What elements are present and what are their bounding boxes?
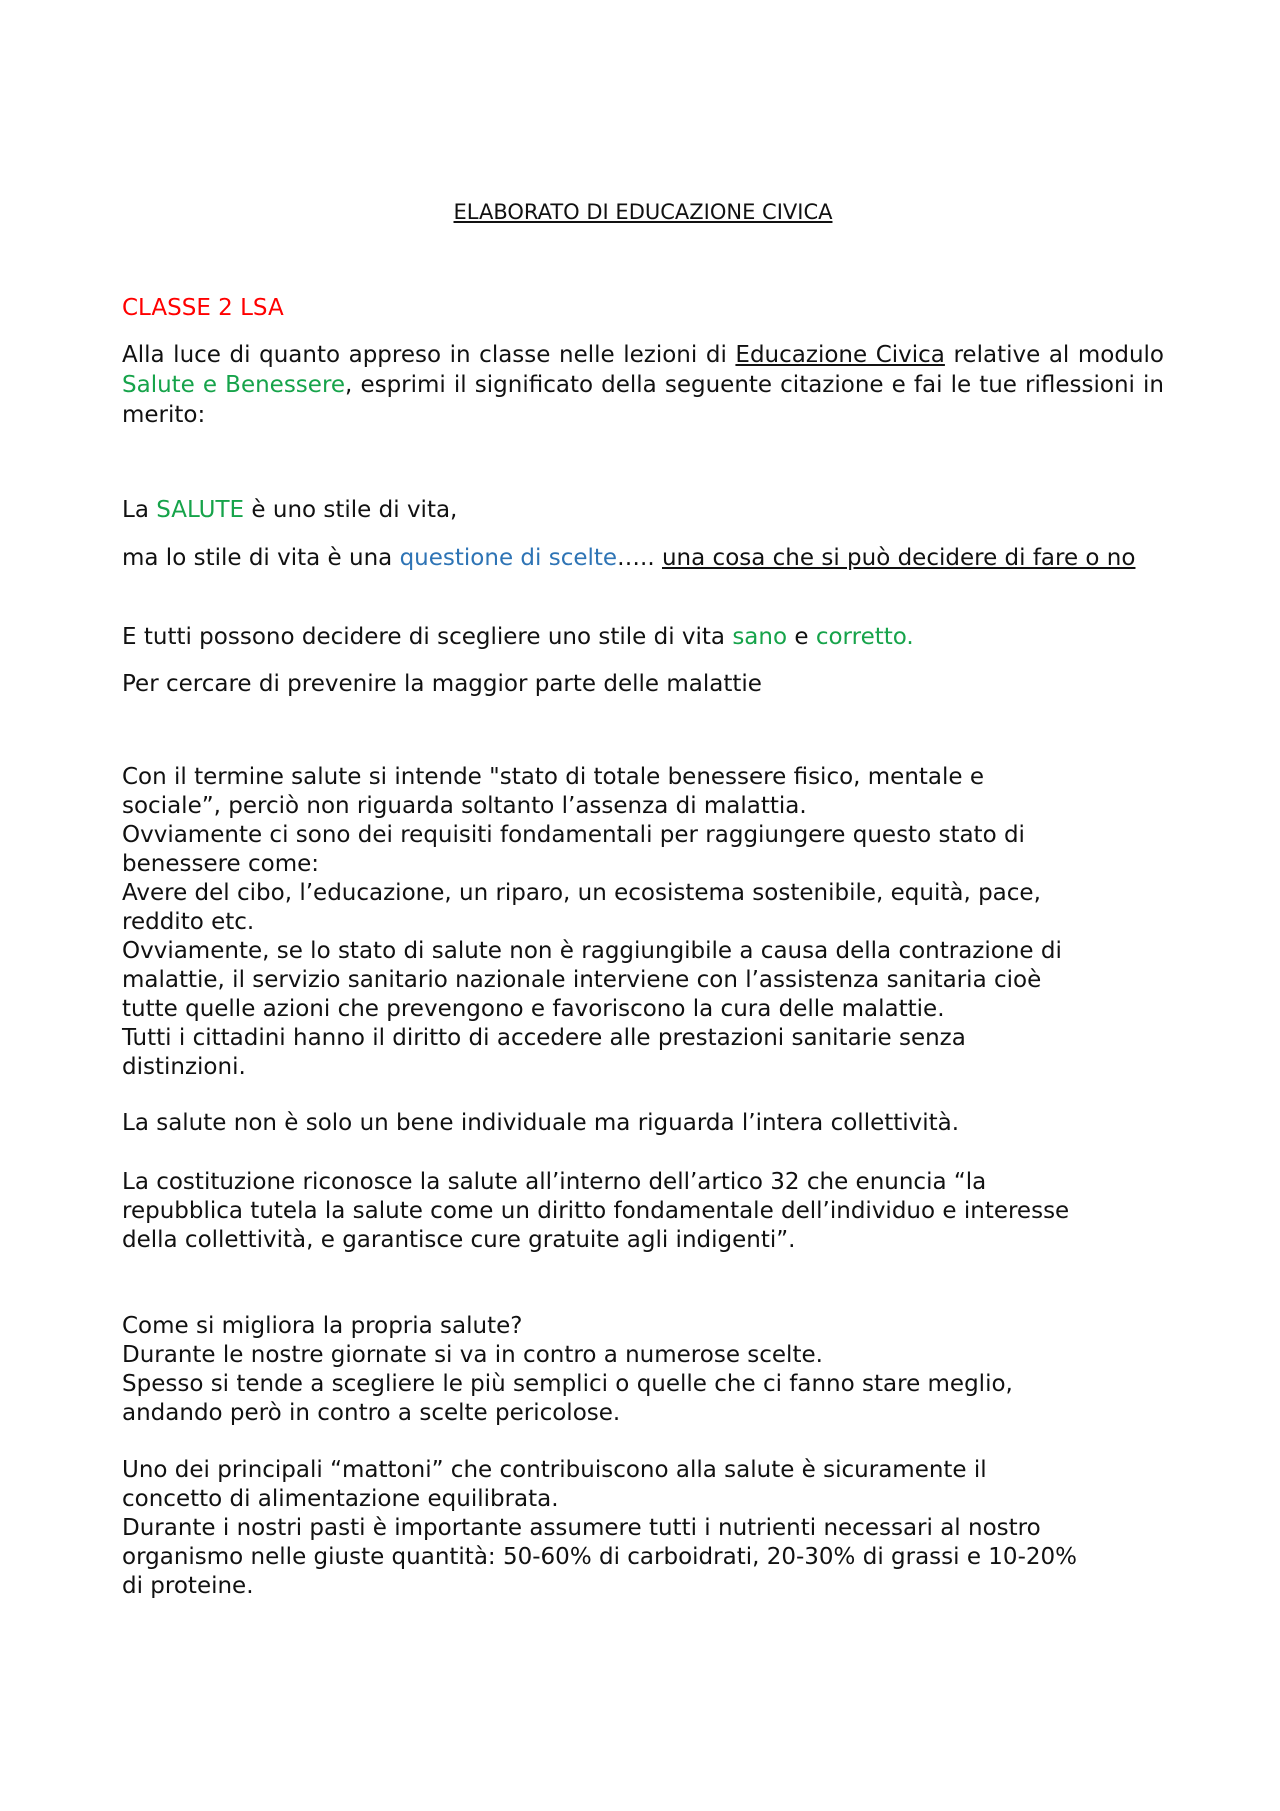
text-line: repubblica tutela la salute come un diritto fondamentale dell’individuo e interesse [122, 1198, 1070, 1224]
text-line: reddito etc. [122, 909, 255, 935]
text-line: malattie, il servizio sanitario nazionale interviene con l’assistenza sanitaria cioè [122, 967, 1042, 993]
subject-link[interactable]: Educazione Civica [735, 342, 945, 368]
quote-salute-word: SALUTE [156, 497, 245, 523]
essay-paragraph-2 [122, 1109, 1164, 1138]
essay-paragraph-5 [122, 1456, 1164, 1601]
text-line: Come si migliora la propria salute? [122, 1313, 523, 1339]
text-line: Con il termine salute si intende "stato di totale benessere fisico, mentale e [122, 764, 985, 790]
text-line: benessere come: [122, 851, 320, 877]
intro-text-3: , esprimi il significato della seguente citazione e fai le tue riflessioni in merito: [122, 372, 1164, 428]
text-line: La salute non è solo un bene individuale ma riguarda l’intera collettività. [122, 1110, 960, 1136]
text-line: Spesso si tende a scegliere le più semplici o quelle che ci fanno stare meglio, [122, 1371, 1013, 1397]
text-line: concetto di alimentazione equilibrata. [122, 1486, 559, 1512]
intro-text-1: Alla luce di quanto appreso in classe nelle lezioni di [122, 342, 736, 368]
text-line: La costituzione riconosce la salute all’interno dell’artico 32 che enuncia “la [122, 1169, 987, 1195]
class-label: CLASSE 2 LSA [122, 295, 284, 321]
quote-text: ma lo stile di vita è una [122, 545, 400, 571]
quote-text: e [787, 624, 816, 650]
text-line: distinzioni. [122, 1054, 246, 1080]
text-line: Ovviamente ci sono dei requisiti fondamentali per raggiungere questo stato di [122, 822, 1025, 848]
quote-line-4: Per cercare di prevenire la maggior parte delle malattie [122, 671, 762, 697]
text-line: sociale”, perciò non riguarda soltanto l’assenza di malattia. [122, 793, 807, 819]
text-line: Durante i nostri pasti è importante assumere tutti i nutrienti necessari al nostro [122, 1515, 1041, 1541]
text-line: Tutti i cittadini hanno il diritto di accedere alle prestazioni sanitarie senza [122, 1025, 966, 1051]
text-line: Durante le nostre giornate si va in contro a numerose scelte. [122, 1342, 823, 1368]
essay-paragraph-4 [122, 1312, 1164, 1428]
module-name: Salute e Benessere [122, 372, 346, 398]
quote-line-3 [122, 622, 1164, 652]
text-line: Uno dei principali “mattoni” che contribuiscono alla salute è sicuramente il [122, 1457, 987, 1483]
quote-text: E tutti possono decidere di scegliere uno stile di vita [122, 624, 733, 650]
essay-paragraph-3 [122, 1168, 1164, 1255]
quote-corretto-word: corretto. [815, 624, 914, 650]
quote-line-2 [122, 543, 1164, 573]
text-line: andando però in contro a scelte pericolose. [122, 1400, 621, 1426]
text-line: di proteine. [122, 1573, 254, 1599]
text-line: tutte quelle azioni che prevengono e favoriscono la cura delle malattie. [122, 996, 945, 1022]
text-line: organismo nelle giuste quantità: 50-60% di carboidrati, 20-30% di grassi e 10-20% [122, 1544, 1077, 1570]
document-title: ELABORATO DI EDUCAZIONE CIVICA [453, 200, 833, 224]
quote-line-1 [122, 495, 1164, 525]
text-line: Ovviamente, se lo stato di salute non è raggiungibile a causa della contrazione di [122, 938, 1062, 964]
essay-paragraph-1 [122, 763, 1164, 1082]
quote-scelte-phrase: questione di scelte [399, 545, 618, 571]
quote-text: ….. [617, 545, 662, 571]
intro-text-2: relative al modulo [944, 342, 1164, 368]
text-line: della collettività, e garantisce cure gratuite agli indigenti”. [122, 1227, 796, 1253]
text-line: Avere del cibo, l’educazione, un riparo, un ecosistema sostenibile, equità, pace, [122, 880, 1041, 906]
quote-text: è uno stile di vita, [244, 497, 458, 523]
quote-text: La [122, 497, 157, 523]
assignment-paragraph [122, 340, 1164, 430]
quote-sano-word: sano [732, 624, 788, 650]
quote-underlined-phrase: una cosa che si può decidere di fare o no [661, 545, 1136, 571]
